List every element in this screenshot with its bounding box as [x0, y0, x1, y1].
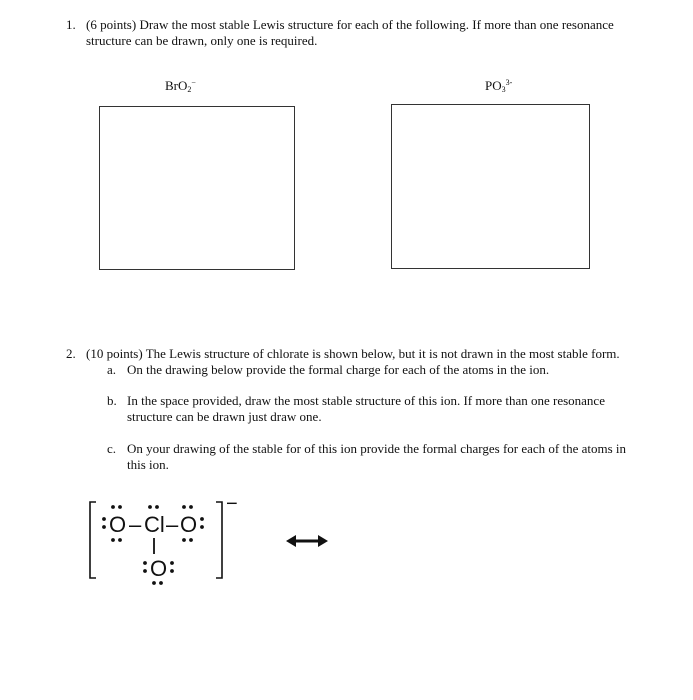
- resonance-arrow-icon: [286, 535, 328, 547]
- q2a-letter: a.: [107, 362, 117, 377]
- q2c-text-line1: On your drawing of the stable for of this ion provide the formal charges for each of the atoms in: [127, 441, 627, 456]
- q1-text-line2: structure can be drawn, only one is required.: [86, 33, 318, 48]
- left-bracket: [90, 502, 96, 578]
- q1-text-line1: Draw the most stable Lewis structure for each of the following. If more than one resonance: [136, 17, 614, 32]
- q2b-text-line1: In the space provided, draw the most stable structure of this ion. If more than one resonance: [127, 393, 605, 408]
- right-bracket: [216, 502, 222, 578]
- q2c-text-line2: this ion.: [127, 457, 169, 472]
- q1-prompt: [86, 16, 614, 33]
- q2-number: 2.: [66, 346, 76, 361]
- bond-cl-o: –: [166, 512, 179, 537]
- bond-o-cl: –: [129, 512, 142, 537]
- q1-number: 1.: [66, 17, 76, 32]
- ion-charge: −: [226, 493, 238, 515]
- q1-points: (6 points): [86, 17, 137, 32]
- q2b-text-line2: structure can be drawn just draw one.: [127, 409, 322, 424]
- q2-points: (10 points): [86, 346, 143, 361]
- atom-o-left: O: [109, 512, 127, 537]
- bro2-answer-box[interactable]: [99, 106, 295, 270]
- atom-o-right: O: [180, 512, 198, 537]
- atom-cl: Cl: [144, 512, 165, 537]
- q2b-letter: b.: [107, 393, 117, 408]
- bro2-label: BrO$_2$−: [165, 78, 196, 94]
- atom-o-bottom: O: [150, 556, 168, 581]
- q2-prompt: [86, 345, 620, 362]
- po3-label: $PO_3^{3-}$: [485, 78, 513, 94]
- q2a-text: On the drawing below provide the formal charge for each of the atoms in the ion.: [127, 362, 550, 377]
- chlorate-lewis-structure: [80, 490, 340, 590]
- q2-text: The Lewis structure of chlorate is shown below, but it is not drawn in the most stable form.: [142, 346, 620, 361]
- po3-answer-box[interactable]: [391, 104, 590, 269]
- q2c-letter: c.: [107, 441, 117, 456]
